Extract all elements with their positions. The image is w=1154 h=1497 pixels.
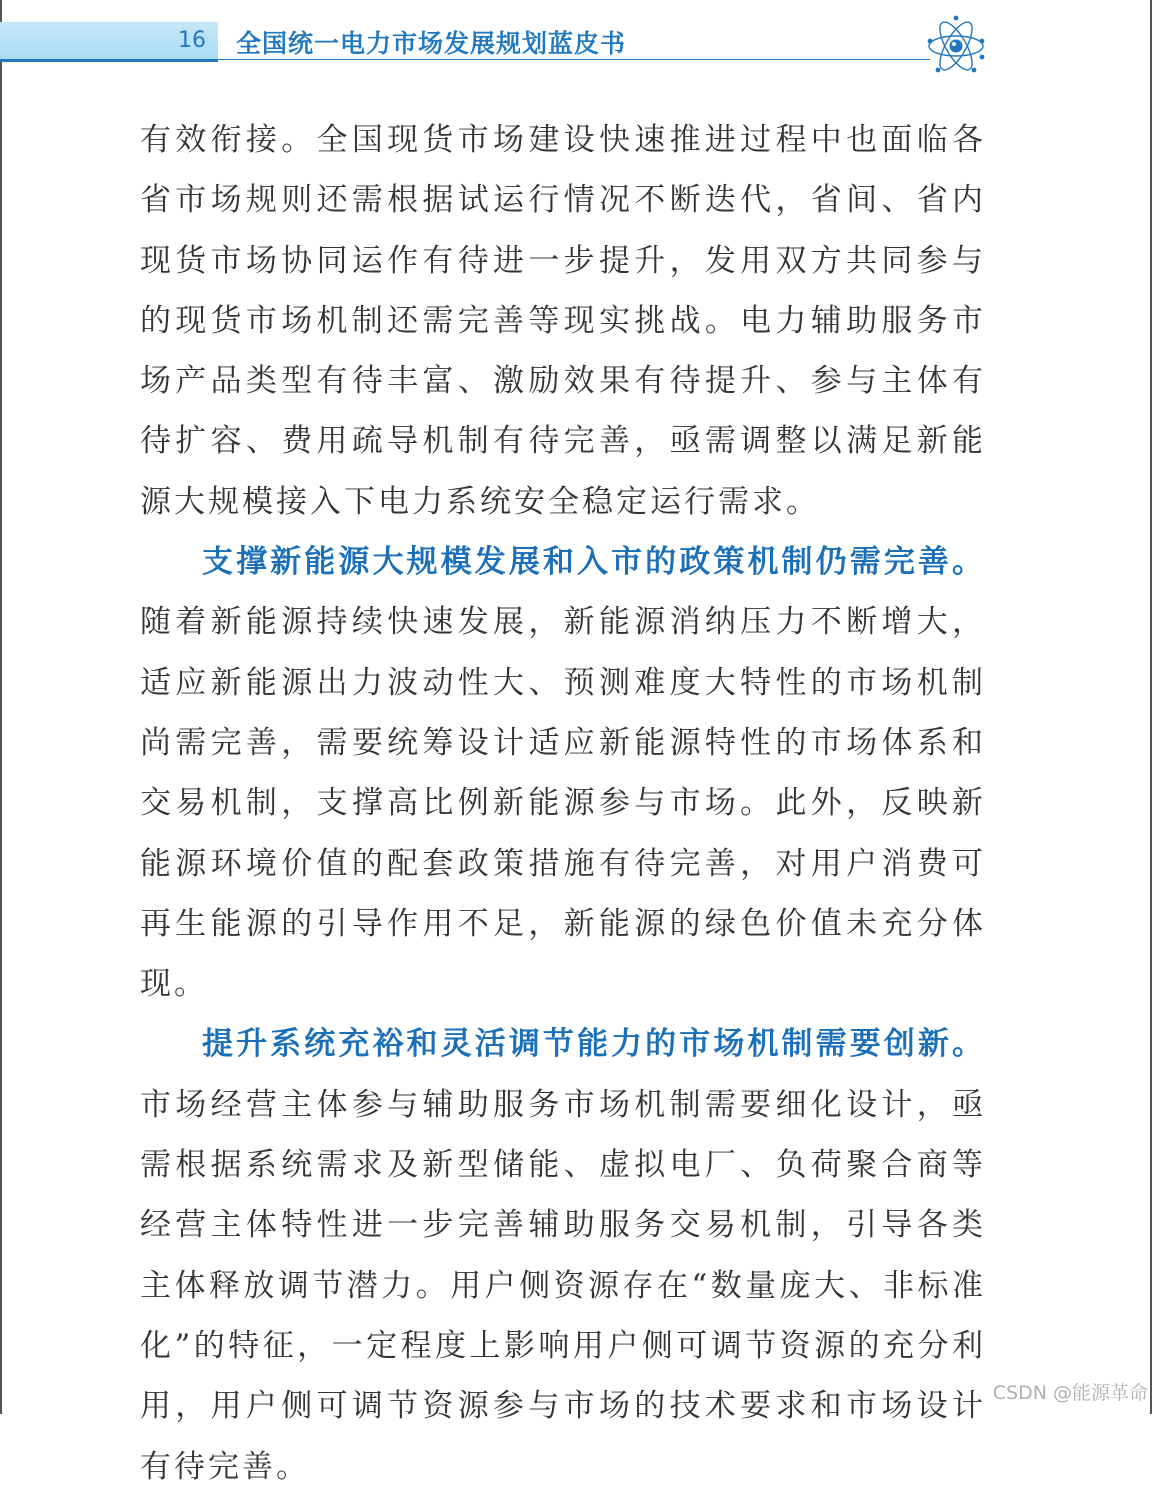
paragraph-2-text: 随着新能源持续快速发展，新能源消纳压力不断增大，适应新能源出力波动性大、预测难度大特性的市场机制尚需完善，需要统筹设计适应新能源特性的市场体系和交易机制，支撑高比例新能源参与市场。此外，反映新能源环境价值的配套政策措施有待完善，对用户消费可再生能源的引导作用不足，新能源的绿色价值未充分体现。 bbox=[140, 604, 986, 1003]
book-title: 全国统一电力市场发展规划蓝皮书 bbox=[236, 29, 627, 58]
paragraph-3-lead: 提升系统充裕和灵活调节能力的市场机制需要创新。 bbox=[202, 1026, 986, 1063]
paragraph-2-lead: 支撑新能源大规模发展和入市的政策机制仍需完善。 bbox=[202, 544, 986, 581]
watermark: CSDN @能源革命 bbox=[992, 1382, 1148, 1404]
atom-icon bbox=[924, 14, 988, 78]
paragraph-2 bbox=[140, 532, 986, 1014]
page-number: 16 bbox=[178, 28, 206, 53]
paragraph-3-text: 市场经营主体参与辅助服务市场机制需要细化设计，亟需根据系统需求及新型储能、虚拟电厂、负荷聚合商等经营主体特性进一步完善辅助服务交易机制，引导各类主体释放调节潜力。用户侧资源存在“数量庞大、非标准化”的特征，一定程度上影响用户侧可调节资源的充分利用，用户侧可调节资源参与市场的技术要求和市场设计有待完善。 bbox=[140, 1086, 986, 1485]
header-band-underline bbox=[0, 59, 218, 62]
paragraph-1: 有效衔接。全国现货市场建设快速推进过程中也面临各省市场规则还需根据试运行情况不断迭代，省间、省内现货市场协同运作有待进一步提升，发用双方共同参与的现货市场机制还需完善等现实挑战。电力辅助服务市场产品类型有待丰富、激励效果有待提升、参与主体有待扩容、费用疏导机制有待完善，亟需调整以满足新能源大规模接入下电力系统安全稳定运行需求。 bbox=[140, 122, 986, 520]
page-border-left bbox=[0, 0, 2, 1414]
body-text bbox=[140, 110, 986, 1497]
paragraph-3 bbox=[140, 1014, 986, 1496]
page-border-right bbox=[1150, 0, 1152, 1414]
